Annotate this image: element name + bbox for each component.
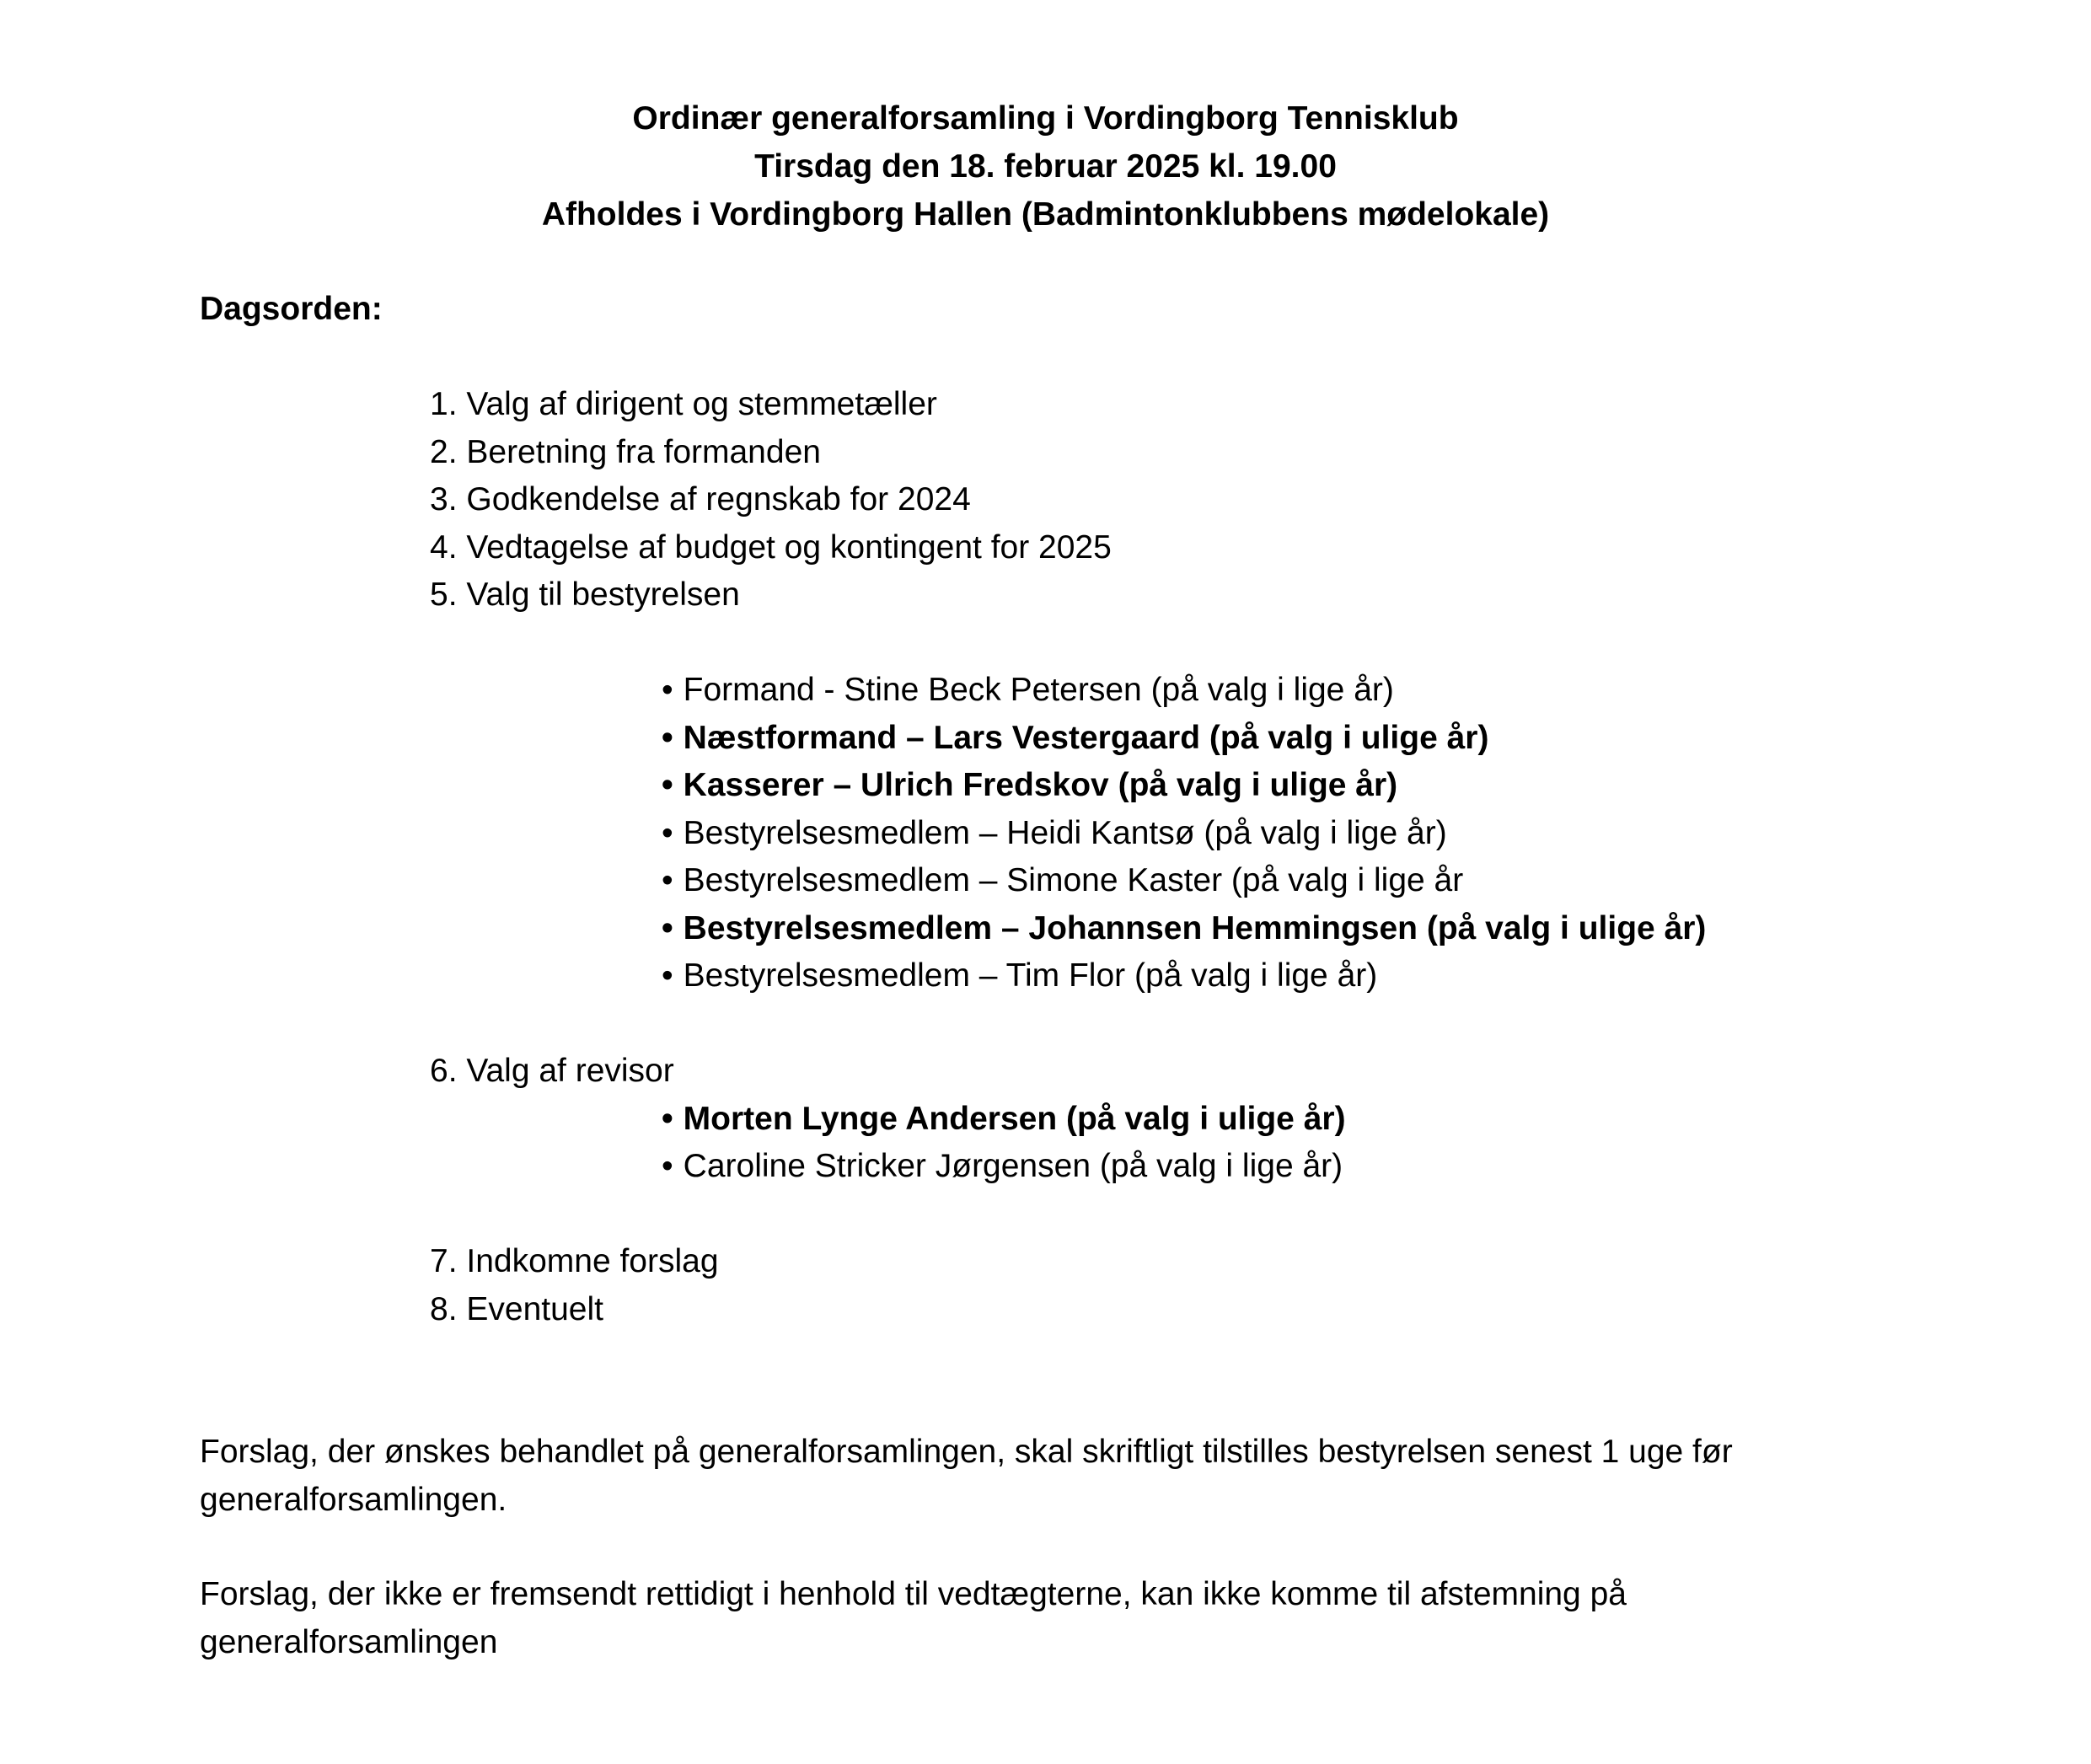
document-header [0, 94, 2091, 239]
meeting-location: Afholdes i Vordingborg Hallen (Badmintonklubbens mødelokale) [541, 196, 1550, 233]
auditor-candidate [662, 1142, 1343, 1190]
agenda-item-4: 4. Vedtagelse af budget og kontingent for 2025 [430, 529, 1112, 566]
auditor-candidate [662, 1095, 1346, 1143]
auditor-candidate-text: Caroline Stricker Jørgensen (på valg i lige år) [683, 1148, 1343, 1184]
board-candidate-text: Bestyrelsesmedlem – Heidi Kantsø (på valg i lige år) [683, 815, 1447, 851]
board-candidate-text: Bestyrelsesmedlem – Tim Flor (på valg i lige år) [683, 957, 1378, 994]
board-candidate [662, 904, 1706, 952]
agenda-item-2: 2. Beretning fra formanden [430, 434, 821, 470]
bullet-icon: • [662, 720, 673, 756]
bullet-icon: • [662, 672, 673, 708]
agenda-item-1: 1. Valg af dirigent og stemmetæller [430, 386, 937, 422]
agenda-item-7: 7. Indkomne forslag [430, 1243, 719, 1279]
meeting-date: Tirsdag den 18. februar 2025 kl. 19.00 [754, 148, 1337, 185]
bullet-icon: • [662, 815, 673, 851]
board-candidate [662, 761, 1397, 809]
board-candidate [662, 666, 1394, 714]
board-candidate-text: Bestyrelsesmedlem – Simone Kaster (på valg i lige år [683, 862, 1464, 898]
board-candidate-text: Bestyrelsesmedlem – Johannsen Hemmingsen (på valg i ulige år) [683, 910, 1707, 946]
agenda-heading: Dagsorden: [200, 291, 383, 327]
board-candidate-text: Kasserer – Ulrich Fredskov (på valg i ulige år) [683, 767, 1398, 803]
bullet-icon: • [662, 862, 673, 898]
board-candidate-text: Formand - Stine Beck Petersen (på valg i lige år) [683, 672, 1394, 708]
auditor-candidate-text: Morten Lynge Andersen (på valg i ulige år) [683, 1101, 1346, 1137]
late-proposal-paragraph: Forslag, der ikke er fremsendt rettidigt i henhold til vedtægterne, kan ikke komme til afstemning på generalforsamlingen [200, 1576, 1627, 1660]
board-candidate [662, 856, 1463, 904]
agenda-item-5: 5. Valg til bestyrelsen [430, 576, 740, 613]
agenda-item-6: 6. Valg af revisor [430, 1053, 674, 1089]
meeting-title: Ordinær generalforsamling i Vordingborg Tennisklub [632, 100, 1459, 137]
bullet-icon: • [662, 1101, 673, 1137]
bullet-icon: • [662, 910, 673, 946]
bullet-icon: • [662, 957, 673, 994]
agenda-item-3: 3. Godkendelse af regnskab for 2024 [430, 481, 971, 517]
board-candidate-text: Næstformand – Lars Vestergaard (på valg i ulige år) [683, 720, 1489, 756]
bullet-icon: • [662, 1148, 673, 1184]
bullet-icon: • [662, 767, 673, 803]
board-candidate [662, 952, 1377, 1000]
proposal-deadline-paragraph: Forslag, der ønskes behandlet på generalforsamlingen, skal skriftligt tilstilles bestyrelsen senest 1 uge før generalforsamlingen. [200, 1434, 1733, 1518]
board-candidate [662, 714, 1488, 762]
board-candidate [662, 809, 1447, 857]
agenda-item-8: 8. Eventuelt [430, 1291, 603, 1327]
